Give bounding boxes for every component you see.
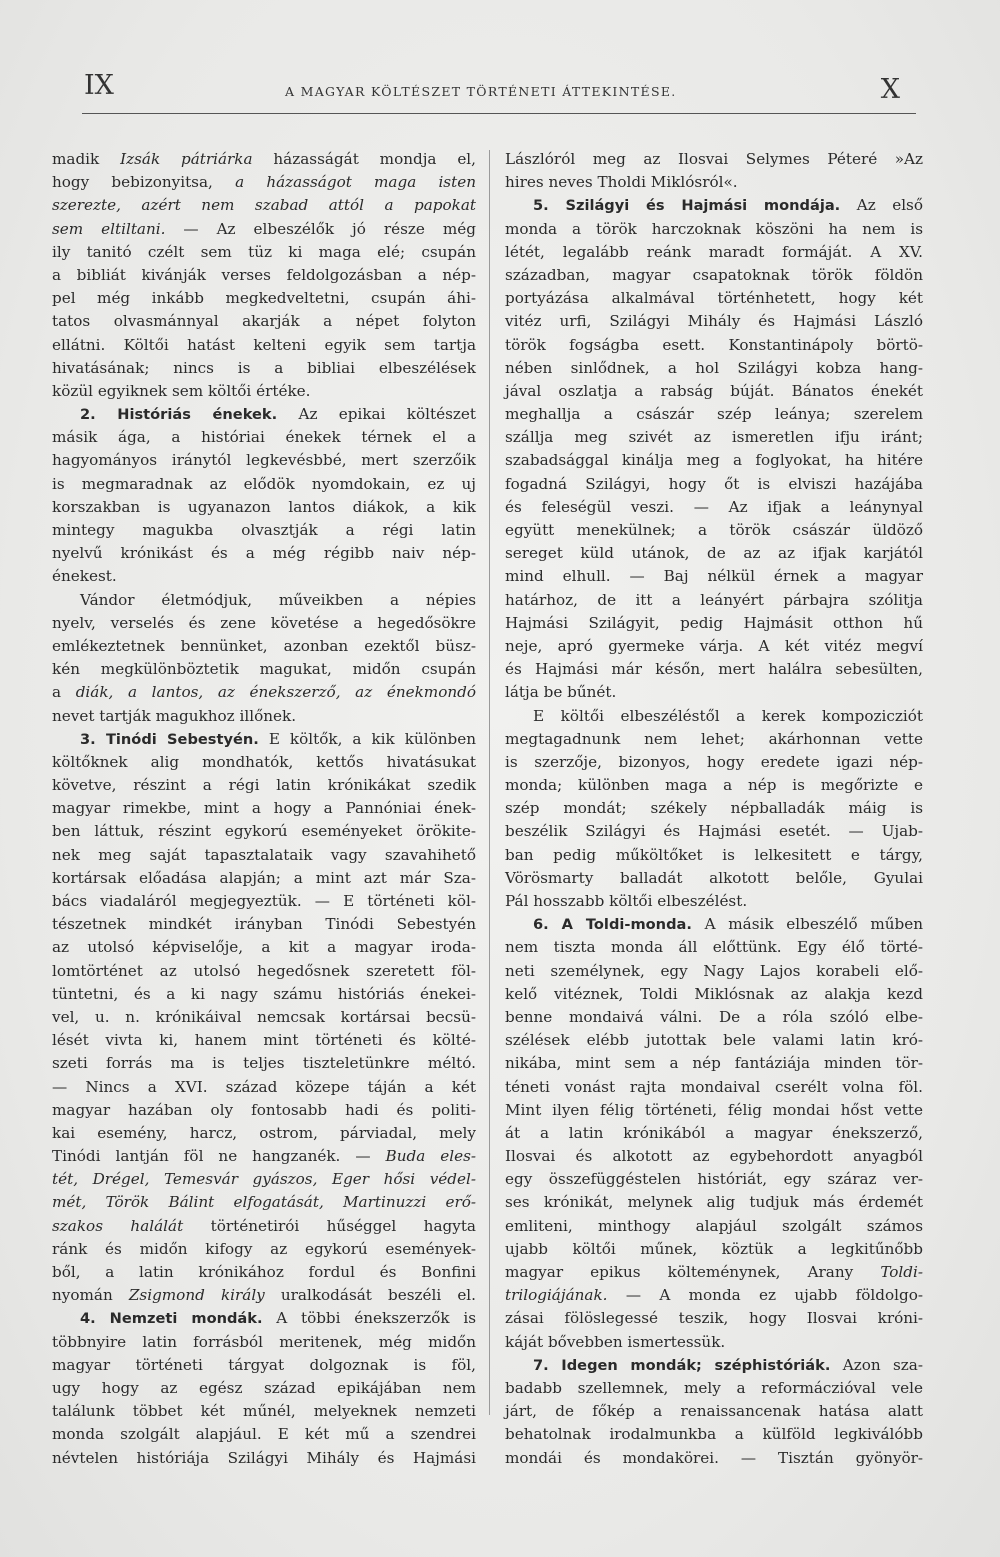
- italic-text: a házasságot maga isten: [235, 173, 476, 192]
- italic-text: mét, Török Bálint elfogatását, Martinuzzi erő-: [52, 1193, 476, 1212]
- text-segment: Hajmási Szilágyit, pedig Hajmásit otthon hű: [505, 613, 923, 632]
- text-line: [505, 357, 923, 380]
- text-line: [52, 310, 476, 333]
- text-segment: létét, legalább reánk maradt formáját. A XV.: [505, 242, 923, 261]
- text-segment: Pál hosszabb költői elbeszélést.: [505, 892, 748, 910]
- text-line: [52, 496, 476, 519]
- text-line: [52, 728, 476, 751]
- text-segment: Ilosvai és alkotott az egybehordott anyagból: [505, 1147, 923, 1166]
- text-line: [52, 380, 476, 403]
- section-heading: 5. Szilágyi és Hajmási mondája.: [533, 197, 841, 215]
- text-segment: hires neves Tholdi Miklósról«.: [505, 173, 738, 192]
- text-segment: nek meg saját tapasztalataik vagy szavahihető: [52, 845, 476, 864]
- text-line: [505, 218, 923, 241]
- text-segment: névtelen históriája Szilágyi Mihály és Hajmási: [52, 1448, 476, 1467]
- text-line: [505, 1261, 923, 1284]
- text-line: [505, 1215, 923, 1238]
- text-line: [52, 844, 476, 867]
- text-line: [505, 890, 923, 913]
- italic-text: szakos halálát: [52, 1216, 184, 1235]
- column-divider: [489, 150, 490, 1415]
- text-segment: az utolsó képviselője, a kit a magyar iroda-: [52, 938, 476, 957]
- text-line: [52, 171, 476, 194]
- text-segment: tüntetni, és a ki nagy számu históriás énekei-: [52, 984, 476, 1003]
- text-segment: Mint ilyen félig történeti, félig mondai hőst vette: [505, 1100, 923, 1119]
- text-line: [52, 589, 476, 612]
- text-segment: tészetnek mindkét irányban Tinódi Sebestyén: [52, 915, 476, 934]
- text-segment: ránk és midőn kifogy az egykorú események-: [52, 1239, 476, 1258]
- italic-text: Buda eles-: [385, 1147, 476, 1166]
- text-segment: is megmaradnak az elődök nyomdokain, ez uj: [52, 474, 476, 493]
- text-line: [505, 1029, 923, 1052]
- text-segment: Lászlóról meg az Ilosvai Selymes Péteré »Az: [505, 150, 923, 168]
- text-segment: találunk többet két műnél, melyeknek nemzeti: [52, 1402, 476, 1421]
- header-rule: [82, 113, 916, 114]
- text-line: [505, 728, 923, 751]
- text-segment: téneti vonást rajta mondaival cserélt volna föl.: [505, 1077, 923, 1096]
- italic-text: tét, Drégel, Temesvár gyászos, Eger hősi védel-: [52, 1170, 476, 1189]
- text-segment: kai esemény, harcz, ostrom, párviadal, mely: [52, 1123, 476, 1142]
- text-segment: szeti forrás ma is teljes tiszteletünkre méltó.: [52, 1054, 476, 1073]
- italic-text: Zsigmond király: [128, 1286, 265, 1305]
- section-heading: 2. Históriás énekek.: [80, 406, 278, 424]
- italic-text: sem eltiltani.: [52, 219, 166, 238]
- text-line: [52, 1076, 476, 1099]
- text-line: [505, 1238, 923, 1261]
- text-line: [505, 473, 923, 496]
- text-line: [505, 913, 923, 936]
- text-line: [52, 1284, 476, 1307]
- text-line: [52, 1261, 476, 1284]
- text-line: [505, 426, 923, 449]
- text-segment: a bibliát kivánják verses feldolgozásban a nép-: [52, 265, 476, 284]
- text-line: [505, 310, 923, 333]
- text-line: [52, 774, 476, 797]
- text-line: [52, 1122, 476, 1145]
- text-line: [505, 844, 923, 867]
- text-segment: korszakban is ugyanazon lantos diákok, a kik: [52, 497, 476, 516]
- text-segment: E költői elbeszéléstől a kerek kompozicziót: [533, 706, 923, 725]
- text-segment: nem tiszta monda áll előttünk. Egy élő törté-: [505, 938, 923, 957]
- text-line: [52, 218, 476, 241]
- text-segment: monda; különben maga a nép is megőrizte e: [505, 776, 923, 795]
- text-segment: madik: [52, 150, 121, 168]
- text-line: [52, 1029, 476, 1052]
- text-segment: történetirói hűséggel hagyta: [183, 1216, 476, 1235]
- text-line: [52, 960, 476, 983]
- text-segment: szélések elébb jutottak bele valami latin kró-: [505, 1031, 923, 1050]
- text-segment: a: [52, 683, 76, 702]
- text-segment: ily tanitó czélt sem tüz ki maga elé; csupán: [52, 242, 476, 261]
- italic-text: trilogiájának.: [505, 1286, 608, 1305]
- text-line: [52, 403, 476, 426]
- text-line: [52, 1400, 476, 1423]
- text-line: [505, 148, 923, 171]
- text-segment: hagyományos iránytól legkevésbbé, mert szerzőik: [52, 451, 476, 470]
- text-segment: A másik elbeszélő műben: [691, 915, 923, 934]
- text-segment: zásai fölöslegessé teszik, hogy Ilosvai króni-: [505, 1309, 923, 1328]
- text-segment: sereget küld utánok, de az az ifjak karjától: [505, 544, 923, 563]
- text-line: [52, 287, 476, 310]
- section-heading: 4. Nemzeti mondák.: [80, 1310, 263, 1328]
- text-segment: házasságát mondja el,: [252, 150, 476, 168]
- text-segment: kén megkülönböztetik magukat, midőn csupán: [52, 660, 476, 679]
- text-line: [505, 1307, 923, 1330]
- text-segment: tatos olvasmánnyal akarják a népet folyton: [52, 312, 476, 331]
- text-segment: ses krónikát, melynek alig tudjuk más érdemét: [505, 1193, 923, 1212]
- text-segment: járt, de főkép a renaissancenak hatása alatt: [505, 1402, 923, 1421]
- page-number-left: IX: [84, 70, 114, 101]
- text-line: [505, 705, 923, 728]
- text-segment: nében sinlődnek, a hol Szilágyi kobza hang-: [505, 358, 923, 377]
- text-segment: mintegy magukba olvasztják a régi latin: [52, 521, 476, 539]
- text-segment: Azon sza-: [830, 1355, 923, 1374]
- text-segment: emliteni, minthogy alapjául szolgált számos: [505, 1216, 923, 1235]
- text-segment: monda a török harczoknak köszöni ha nem is: [505, 219, 923, 238]
- text-segment: Vándor életmódjuk, műveikben a népies: [80, 590, 476, 609]
- text-segment: beszélik Szilágyi és Hajmási esetét. — Ujab-: [505, 822, 923, 841]
- text-segment: hogy bebizonyitsa,: [52, 173, 236, 192]
- text-line: [52, 1331, 476, 1354]
- text-segment: másik ága, a históriai énekek térnek el a: [52, 428, 476, 447]
- text-segment: közül egyiknek sem költői értéke.: [52, 381, 311, 400]
- text-line: [505, 241, 923, 264]
- text-segment: jával oszlatja a rabság búját. Bánatos énekét: [505, 381, 923, 400]
- left-column: [52, 148, 476, 1470]
- text-line: [52, 1145, 476, 1168]
- text-segment: és feleségül veszi. — Az ifjak a leánynyal: [505, 497, 923, 516]
- text-segment: magyar hazában oly fontosabb hadi és politi-: [52, 1100, 476, 1119]
- text-segment: követve, részint a régi latin krónikákat szedik: [52, 776, 476, 795]
- text-line: [52, 1423, 476, 1446]
- text-segment: ban pedig műköltőket is lelkesitett e tárgy,: [505, 845, 923, 864]
- text-line: [52, 148, 476, 171]
- text-line: [505, 1099, 923, 1122]
- text-line: [505, 867, 923, 890]
- right-column: [505, 148, 923, 1470]
- text-line: [52, 1238, 476, 1261]
- text-segment: bács viadaláról megjegyeztük. — E történeti köl-: [52, 892, 476, 910]
- text-line: [52, 1307, 476, 1330]
- text-segment: uralkodását beszéli el.: [264, 1286, 476, 1305]
- text-line: [52, 449, 476, 472]
- text-line: [505, 1076, 923, 1099]
- text-segment: monda szolgált alapjául. E két mű a szendrei: [52, 1425, 476, 1444]
- text-segment: mind elhull. — Baj nélkül érnek a magyar: [505, 567, 923, 586]
- text-segment: magyar történeti tárgyat dolgoznak is föl,: [52, 1355, 476, 1374]
- text-segment: Az első: [840, 196, 923, 215]
- section-heading: 7. Idegen mondák; széphistóriák.: [533, 1356, 831, 1374]
- text-line: [52, 1215, 476, 1238]
- text-line: [505, 1168, 923, 1191]
- text-segment: lését vivta ki, hanem mint történeti és költé-: [52, 1031, 476, 1050]
- text-segment: magyar rimekbe, mint a hogy a Pannóniai ének-: [52, 799, 476, 818]
- text-line: [505, 1423, 923, 1446]
- text-segment: benne mondaivá válni. De a róla szóló elbe-: [505, 1007, 923, 1026]
- text-segment: nyelvű krónikást és a még régibb naiv nép-: [52, 544, 476, 563]
- text-line: [505, 1447, 923, 1470]
- text-segment: kelő vitéznek, Toldi Miklósnak az alakja kezd: [505, 984, 923, 1003]
- text-line: [505, 960, 923, 983]
- text-line: [52, 1354, 476, 1377]
- text-line: [505, 1122, 923, 1145]
- text-line: [52, 1377, 476, 1400]
- text-line: [52, 357, 476, 380]
- text-segment: szép mondát; székely népballadák máig is: [505, 799, 923, 818]
- text-segment: át a latin krónikából a magyar énekszerző,: [505, 1123, 923, 1142]
- text-line: [505, 542, 923, 565]
- text-segment: Tinódi lantján föl ne hangzanék. —: [52, 1147, 386, 1166]
- text-segment: szállja meg szivét az ismeretlen ifju iránt;: [505, 428, 923, 447]
- italic-text: szerezte, azért nem szabad attól a papokat: [52, 196, 476, 215]
- text-segment: portyázása alkalmával történhetett, hogy két: [505, 289, 923, 308]
- text-line: [52, 890, 476, 913]
- text-segment: nyelv, verselés és zene követése a hegedősökre: [52, 613, 476, 632]
- text-segment: — A monda ez ujabb földolgo-: [607, 1286, 923, 1305]
- text-segment: nyomán: [52, 1286, 129, 1305]
- text-line: [52, 1191, 476, 1214]
- text-line: [505, 194, 923, 217]
- text-segment: ugy hogy az egész század epikájában nem: [52, 1378, 476, 1397]
- text-segment: egy összefüggéstelen históriát, egy száraz ver-: [505, 1170, 923, 1189]
- section-heading: 6. A Toldi-monda.: [533, 916, 692, 934]
- section-heading: 3. Tinódi Sebestyén.: [80, 730, 259, 748]
- text-segment: ben láttuk, részint egykorú eseményeket örökite-: [52, 822, 476, 841]
- text-segment: énekest.: [52, 567, 117, 586]
- italic-text: diák, a lantos, az énekszerző, az énekmondó: [75, 683, 476, 702]
- text-line: [505, 1006, 923, 1029]
- text-segment: században, magyar csapatoknak török földön: [505, 265, 923, 284]
- text-line: [505, 171, 923, 194]
- text-line: [52, 542, 476, 565]
- text-line: [505, 635, 923, 658]
- text-line: [505, 264, 923, 287]
- italic-text: Izsák pátriárka: [120, 150, 253, 168]
- text-segment: behatolnak irodalmunkba a külföld legkiválóbb: [505, 1425, 923, 1444]
- text-segment: hivatásának; nincs is a bibliai elbeszélések: [52, 358, 476, 377]
- text-line: [52, 264, 476, 287]
- text-segment: kortársak előadása alapján; a mint azt már Sza-: [52, 868, 476, 887]
- text-line: [505, 751, 923, 774]
- text-line: [52, 913, 476, 936]
- text-line: [505, 1052, 923, 1075]
- text-segment: Vörösmarty balladát alkotott belőle, Gyulai: [505, 868, 923, 887]
- text-segment: magyar epikus költeménynek, Arany: [505, 1263, 881, 1281]
- text-segment: pel még inkább megkedveltetni, csupán áhi-: [52, 289, 476, 308]
- text-segment: neti személynek, egy Nagy Lajos korabeli elő-: [505, 961, 923, 980]
- text-line: [505, 519, 923, 542]
- text-segment: látja be bűnét.: [505, 683, 617, 702]
- italic-text: Toldi-: [880, 1263, 923, 1281]
- text-line: [505, 565, 923, 588]
- text-line: [505, 1284, 923, 1307]
- text-line: [505, 1377, 923, 1400]
- text-line: [52, 194, 476, 217]
- text-line: [505, 1331, 923, 1354]
- text-line: [52, 1447, 476, 1470]
- text-segment: többnyire latin forrásból meritenek, még midőn: [52, 1332, 476, 1351]
- text-line: [52, 473, 476, 496]
- text-line: [505, 287, 923, 310]
- text-segment: együtt menekülnek; a török császár üldöző: [505, 521, 923, 539]
- text-line: [52, 1052, 476, 1075]
- text-line: [52, 334, 476, 357]
- text-segment: nevet tartják magukhoz illőnek.: [52, 706, 297, 725]
- text-line: [505, 820, 923, 843]
- text-line: [52, 565, 476, 588]
- text-segment: határhoz, de itt a leányért párbajra szólitja: [505, 590, 923, 609]
- text-line: [52, 797, 476, 820]
- text-segment: Az epikai költészet: [277, 405, 476, 424]
- text-segment: szabadsággal kinálja meg a foglyokat, ha hitére: [505, 451, 923, 470]
- text-segment: török fogságba esett. Konstantinápoly börtö-: [505, 335, 923, 354]
- running-title: A MAGYAR KÖLTÉSZET TÖRTÉNETI ÁTTEKINTÉSE.: [285, 84, 677, 99]
- text-segment: ujabb költői műnek, köztük a legkitűnőbb: [505, 1239, 923, 1258]
- text-segment: meghallja a császár szép leánya; szerelem: [505, 405, 923, 424]
- text-segment: neje, apró gyermeke várja. A két vitéz megví: [505, 636, 923, 655]
- text-segment: fogadná Szilágyi, hogy őt is elviszi hazájába: [505, 474, 923, 493]
- text-segment: is szerzője, bizonyos, hogy eredete igazi nép-: [505, 752, 923, 771]
- text-segment: emlékeztetnek bennünket, azonban ezektől büsz-: [52, 636, 476, 655]
- text-line: [505, 403, 923, 426]
- text-line: [52, 681, 476, 704]
- text-segment: vel, u. n. krónikáival nemcsak kortársai becsü-: [52, 1007, 476, 1026]
- text-line: [505, 1191, 923, 1214]
- text-line: [52, 612, 476, 635]
- text-line: [52, 241, 476, 264]
- text-segment: költőknek alig mondhatók, kettős hivatásukat: [52, 752, 476, 771]
- text-line: [505, 612, 923, 635]
- text-line: [52, 635, 476, 658]
- text-line: [505, 1354, 923, 1377]
- text-line: [505, 1400, 923, 1423]
- text-segment: — Az elbeszélők jó része még: [165, 219, 476, 238]
- text-segment: mondái és mondakörei. — Tisztán gyönyör-: [505, 1448, 923, 1467]
- text-segment: E költők, a kik különben: [258, 729, 476, 748]
- text-line: [505, 797, 923, 820]
- text-line: [505, 658, 923, 681]
- text-segment: ből, a latin krónikához fordul és Bonfini: [52, 1263, 476, 1281]
- text-line: [52, 936, 476, 959]
- text-line: [52, 820, 476, 843]
- text-segment: káját bővebben ismertessük.: [505, 1332, 726, 1351]
- text-line: [505, 334, 923, 357]
- text-line: [52, 658, 476, 681]
- text-line: [505, 774, 923, 797]
- text-segment: — Nincs a XVI. század közepe táján a két: [52, 1077, 476, 1096]
- text-line: [505, 449, 923, 472]
- text-segment: nikába, mint sem a nép fantáziája minden tör-: [505, 1054, 923, 1073]
- text-line: [505, 983, 923, 1006]
- text-line: [505, 496, 923, 519]
- text-segment: ellátni. Költői hatást kelteni egyik sem tartja: [52, 335, 476, 354]
- text-segment: és Hajmási már későn, mert halálra sebesülten,: [505, 660, 923, 679]
- text-segment: megtagadnunk nem lehet; akárhonnan vette: [505, 729, 923, 748]
- text-line: [52, 983, 476, 1006]
- text-segment: A többi énekszerzők is: [262, 1309, 476, 1328]
- text-line: [52, 519, 476, 542]
- text-line: [52, 1006, 476, 1029]
- text-line: [505, 1145, 923, 1168]
- text-line: [52, 426, 476, 449]
- page-number-right: X: [880, 74, 900, 105]
- text-line: [52, 867, 476, 890]
- text-segment: lomtörténet az utolsó hegedősnek szeretett föl-: [52, 961, 476, 980]
- text-segment: vitéz urfi, Szilágyi Mihály és Hajmási László: [505, 312, 923, 331]
- text-line: [52, 1099, 476, 1122]
- text-line: [505, 589, 923, 612]
- text-segment: badabb szellemnek, mely a reformáczióval vele: [505, 1378, 923, 1397]
- text-line: [505, 936, 923, 959]
- text-line: [52, 1168, 476, 1191]
- text-line: [52, 705, 476, 728]
- text-line: [505, 380, 923, 403]
- text-line: [505, 681, 923, 704]
- text-line: [52, 751, 476, 774]
